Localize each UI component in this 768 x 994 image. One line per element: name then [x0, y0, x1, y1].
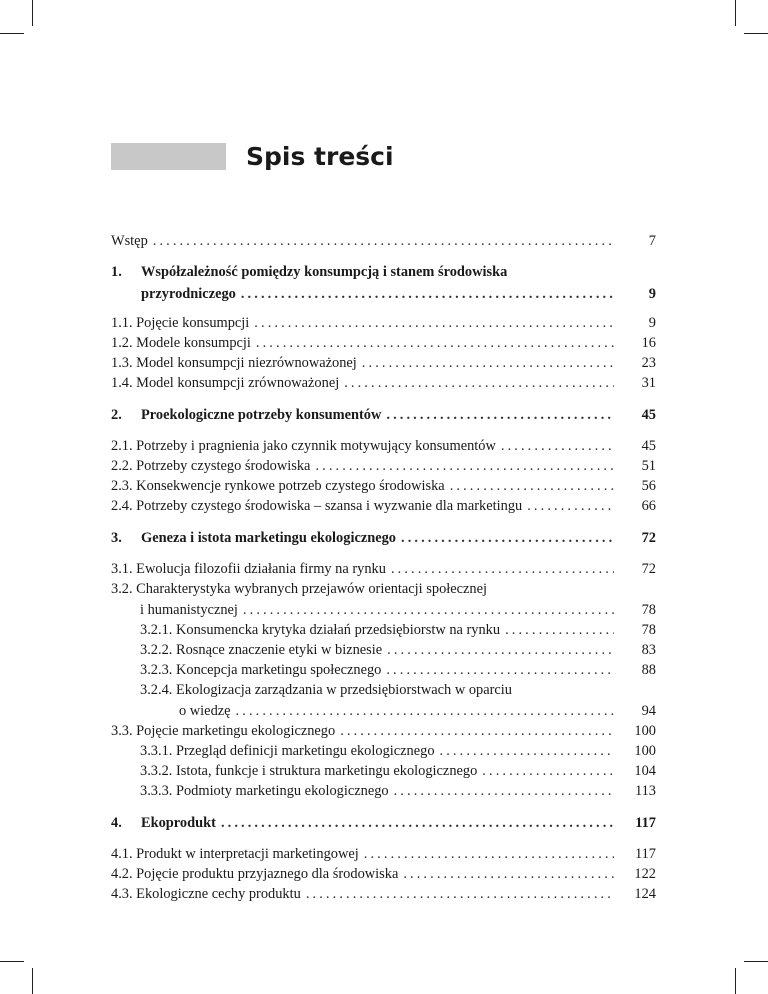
- toc-entry-page: 100: [634, 723, 656, 739]
- leader-dots: [362, 353, 614, 374]
- toc-entry-title: 2.2. Potrzeby czystego środowiska: [111, 458, 311, 474]
- toc-entry[interactable]: [111, 231, 656, 252]
- toc-entry-title: 4.3. Ekologiczne cechy produktu: [111, 886, 301, 902]
- leader-dots: [450, 476, 614, 497]
- toc-entry[interactable]: [111, 496, 656, 517]
- toc-entry[interactable]: [111, 436, 656, 457]
- leader-dots: [386, 660, 614, 681]
- toc-entry[interactable]: [111, 579, 656, 621]
- toc-chapter[interactable]: [111, 528, 656, 549]
- toc-entry-title: o wiedzę: [179, 703, 231, 719]
- toc-entry-page: 56: [641, 478, 656, 494]
- toc-entry-title: 1.2. Modele konsumpcji: [111, 335, 251, 351]
- toc-entry-title: 3.2. Charakterystyka wybranych przejawów orientacji społecznej: [111, 581, 488, 597]
- toc-chapter[interactable]: [111, 262, 656, 305]
- toc-entry-page: 45: [641, 407, 656, 423]
- toc-entry-title: 3.3.3. Podmioty marketingu ekologicznego: [140, 783, 389, 799]
- toc-entry-page: 113: [634, 783, 656, 799]
- toc-entry-title: Wstęp: [111, 233, 148, 249]
- toc-entry-title: 2.4. Potrzeby czystego środowiska – szansa i wyzwanie dla marketingu: [111, 498, 523, 514]
- leader-dots: [403, 864, 614, 885]
- toc-entry-page: 31: [641, 375, 656, 391]
- toc-entry-page: 117: [634, 846, 656, 862]
- toc-entry-title: 3.2.1. Konsumencka krytyka działań przedsiębiorstw na rynku: [140, 622, 501, 638]
- leader-dots: [153, 231, 614, 252]
- toc-entry[interactable]: [111, 680, 656, 722]
- toc-entry-title: 1.4. Model konsumpcji zrównoważonej: [111, 375, 340, 391]
- toc-entry-page: 45: [641, 438, 656, 454]
- toc-entry-title: 3.3.2. Istota, funkcje i struktura marketingu ekologicznego: [140, 763, 478, 779]
- leader-dots: [501, 436, 614, 457]
- toc-entry[interactable]: [111, 476, 656, 497]
- toc-chapter[interactable]: [111, 405, 656, 426]
- crop-mark: [735, 968, 736, 994]
- leader-dots: [241, 284, 614, 305]
- leader-dots: [527, 496, 614, 517]
- toc-entry-title: 1.3. Model konsumpcji niezrównoważonej: [111, 355, 357, 371]
- toc-entry-title: 1.1. Pojęcie konsumpcji: [111, 315, 250, 331]
- toc-entry-title: 3.3. Pojęcie marketingu ekologicznego: [111, 723, 336, 739]
- toc-entry-page: 122: [634, 866, 656, 882]
- toc-entry[interactable]: [111, 313, 656, 334]
- leader-dots: [505, 620, 614, 641]
- toc-entry-page: 9: [648, 286, 656, 302]
- toc-entry-title: Współzależność pomiędzy konsumpcją i stanem środowiska: [141, 264, 508, 280]
- toc-entry-page: 88: [641, 662, 656, 678]
- leader-dots: [344, 373, 614, 394]
- toc-entry-page: 94: [641, 703, 656, 719]
- toc-chapter-number: 2.: [111, 407, 122, 423]
- leader-dots: [306, 884, 614, 905]
- toc-entry-page: 7: [648, 233, 656, 249]
- toc-entry-title: 3.1. Ewolucja filozofii działania firmy na rynku: [111, 561, 386, 577]
- leader-dots: [256, 333, 614, 354]
- toc-entry-title: Ekoprodukt: [141, 815, 216, 831]
- toc-chapter-number: 3.: [111, 530, 122, 546]
- crop-mark: [0, 33, 24, 34]
- toc-entry[interactable]: [111, 781, 656, 802]
- toc-entry[interactable]: [111, 640, 656, 661]
- toc-entry-title: i humanistycznej: [140, 602, 238, 618]
- toc-entry-title: Proekologiczne potrzeby konsumentów: [141, 407, 382, 423]
- toc-entry-page: 51: [641, 458, 656, 474]
- toc-entry-page: 124: [634, 886, 656, 902]
- toc-entry[interactable]: [111, 620, 656, 641]
- leader-dots: [394, 781, 614, 802]
- toc-entry-page: 66: [641, 498, 656, 514]
- toc-entry[interactable]: [111, 333, 656, 354]
- crop-mark: [32, 0, 33, 26]
- toc-entry[interactable]: [111, 864, 656, 885]
- toc-chapter-number: 4.: [111, 815, 122, 831]
- toc-entry-title: 3.2.2. Rosnące znaczenie etyki w biznesie: [140, 642, 383, 658]
- toc-entry[interactable]: [111, 660, 656, 681]
- toc-entry[interactable]: [111, 884, 656, 905]
- toc-entry[interactable]: [111, 721, 656, 742]
- toc-entry-page: 78: [641, 622, 656, 638]
- toc-entry-title: 3.2.3. Koncepcja marketingu społecznego: [140, 662, 382, 678]
- toc-entry-page: 78: [641, 602, 656, 618]
- toc-entry[interactable]: [111, 353, 656, 374]
- toc-entry-title: 3.3.1. Przegląd definicji marketingu ekologicznego: [140, 743, 435, 759]
- toc-entry-page: 72: [641, 530, 656, 546]
- leader-dots: [340, 721, 614, 742]
- leader-dots: [386, 405, 614, 426]
- toc-entry-page: 9: [648, 315, 656, 331]
- leader-dots: [254, 313, 614, 334]
- leader-dots: [387, 640, 614, 661]
- toc-entry[interactable]: [111, 741, 656, 762]
- toc-entry-page: 117: [635, 815, 656, 831]
- leader-dots: [315, 456, 614, 477]
- leader-dots: [440, 741, 614, 762]
- toc-entry-page: 104: [634, 763, 656, 779]
- crop-mark: [744, 33, 768, 34]
- leader-dots: [243, 600, 614, 621]
- crop-mark: [0, 961, 24, 962]
- crop-mark: [744, 961, 768, 962]
- crop-mark: [32, 968, 33, 994]
- toc-entry-page: 83: [641, 642, 656, 658]
- toc-entry-page: 100: [634, 743, 656, 759]
- toc-entry[interactable]: [111, 373, 656, 394]
- leader-dots: [221, 813, 614, 834]
- toc-entry-title: Geneza i istota marketingu ekologicznego: [141, 530, 396, 546]
- toc-entry[interactable]: [111, 844, 656, 865]
- leader-dots: [391, 559, 614, 580]
- toc-entry[interactable]: [111, 761, 656, 782]
- toc-chapter[interactable]: [111, 813, 656, 834]
- leader-dots: [364, 844, 614, 865]
- title-decoration-bar: [111, 143, 226, 170]
- toc-entry-page: 23: [641, 355, 656, 371]
- leader-dots: [482, 761, 614, 782]
- toc-entry-title: 2.3. Konsekwencje rynkowe potrzeb czystego środowiska: [111, 478, 445, 494]
- leader-dots: [236, 701, 614, 722]
- toc-entry[interactable]: [111, 456, 656, 477]
- toc-entry-title: 4.1. Produkt w interpretacji marketingowej: [111, 846, 359, 862]
- toc-chapter-number: 1.: [111, 264, 122, 280]
- page-title: Spis treści: [246, 142, 394, 171]
- crop-mark: [735, 0, 736, 26]
- toc-entry-page: 72: [641, 561, 656, 577]
- toc-entry-page: 16: [641, 335, 656, 351]
- toc-entry-title: 3.2.4. Ekologizacja zarządzania w przedsiębiorstwach w oparciu: [140, 682, 512, 698]
- toc-entry-title: 2.1. Potrzeby i pragnienia jako czynnik motywujący konsumentów: [111, 438, 496, 454]
- toc-entry-title: 4.2. Pojęcie produktu przyjaznego dla środowiska: [111, 866, 399, 882]
- toc-entry[interactable]: [111, 559, 656, 580]
- toc-entry-title: przyrodniczego: [141, 286, 236, 302]
- leader-dots: [401, 528, 614, 549]
